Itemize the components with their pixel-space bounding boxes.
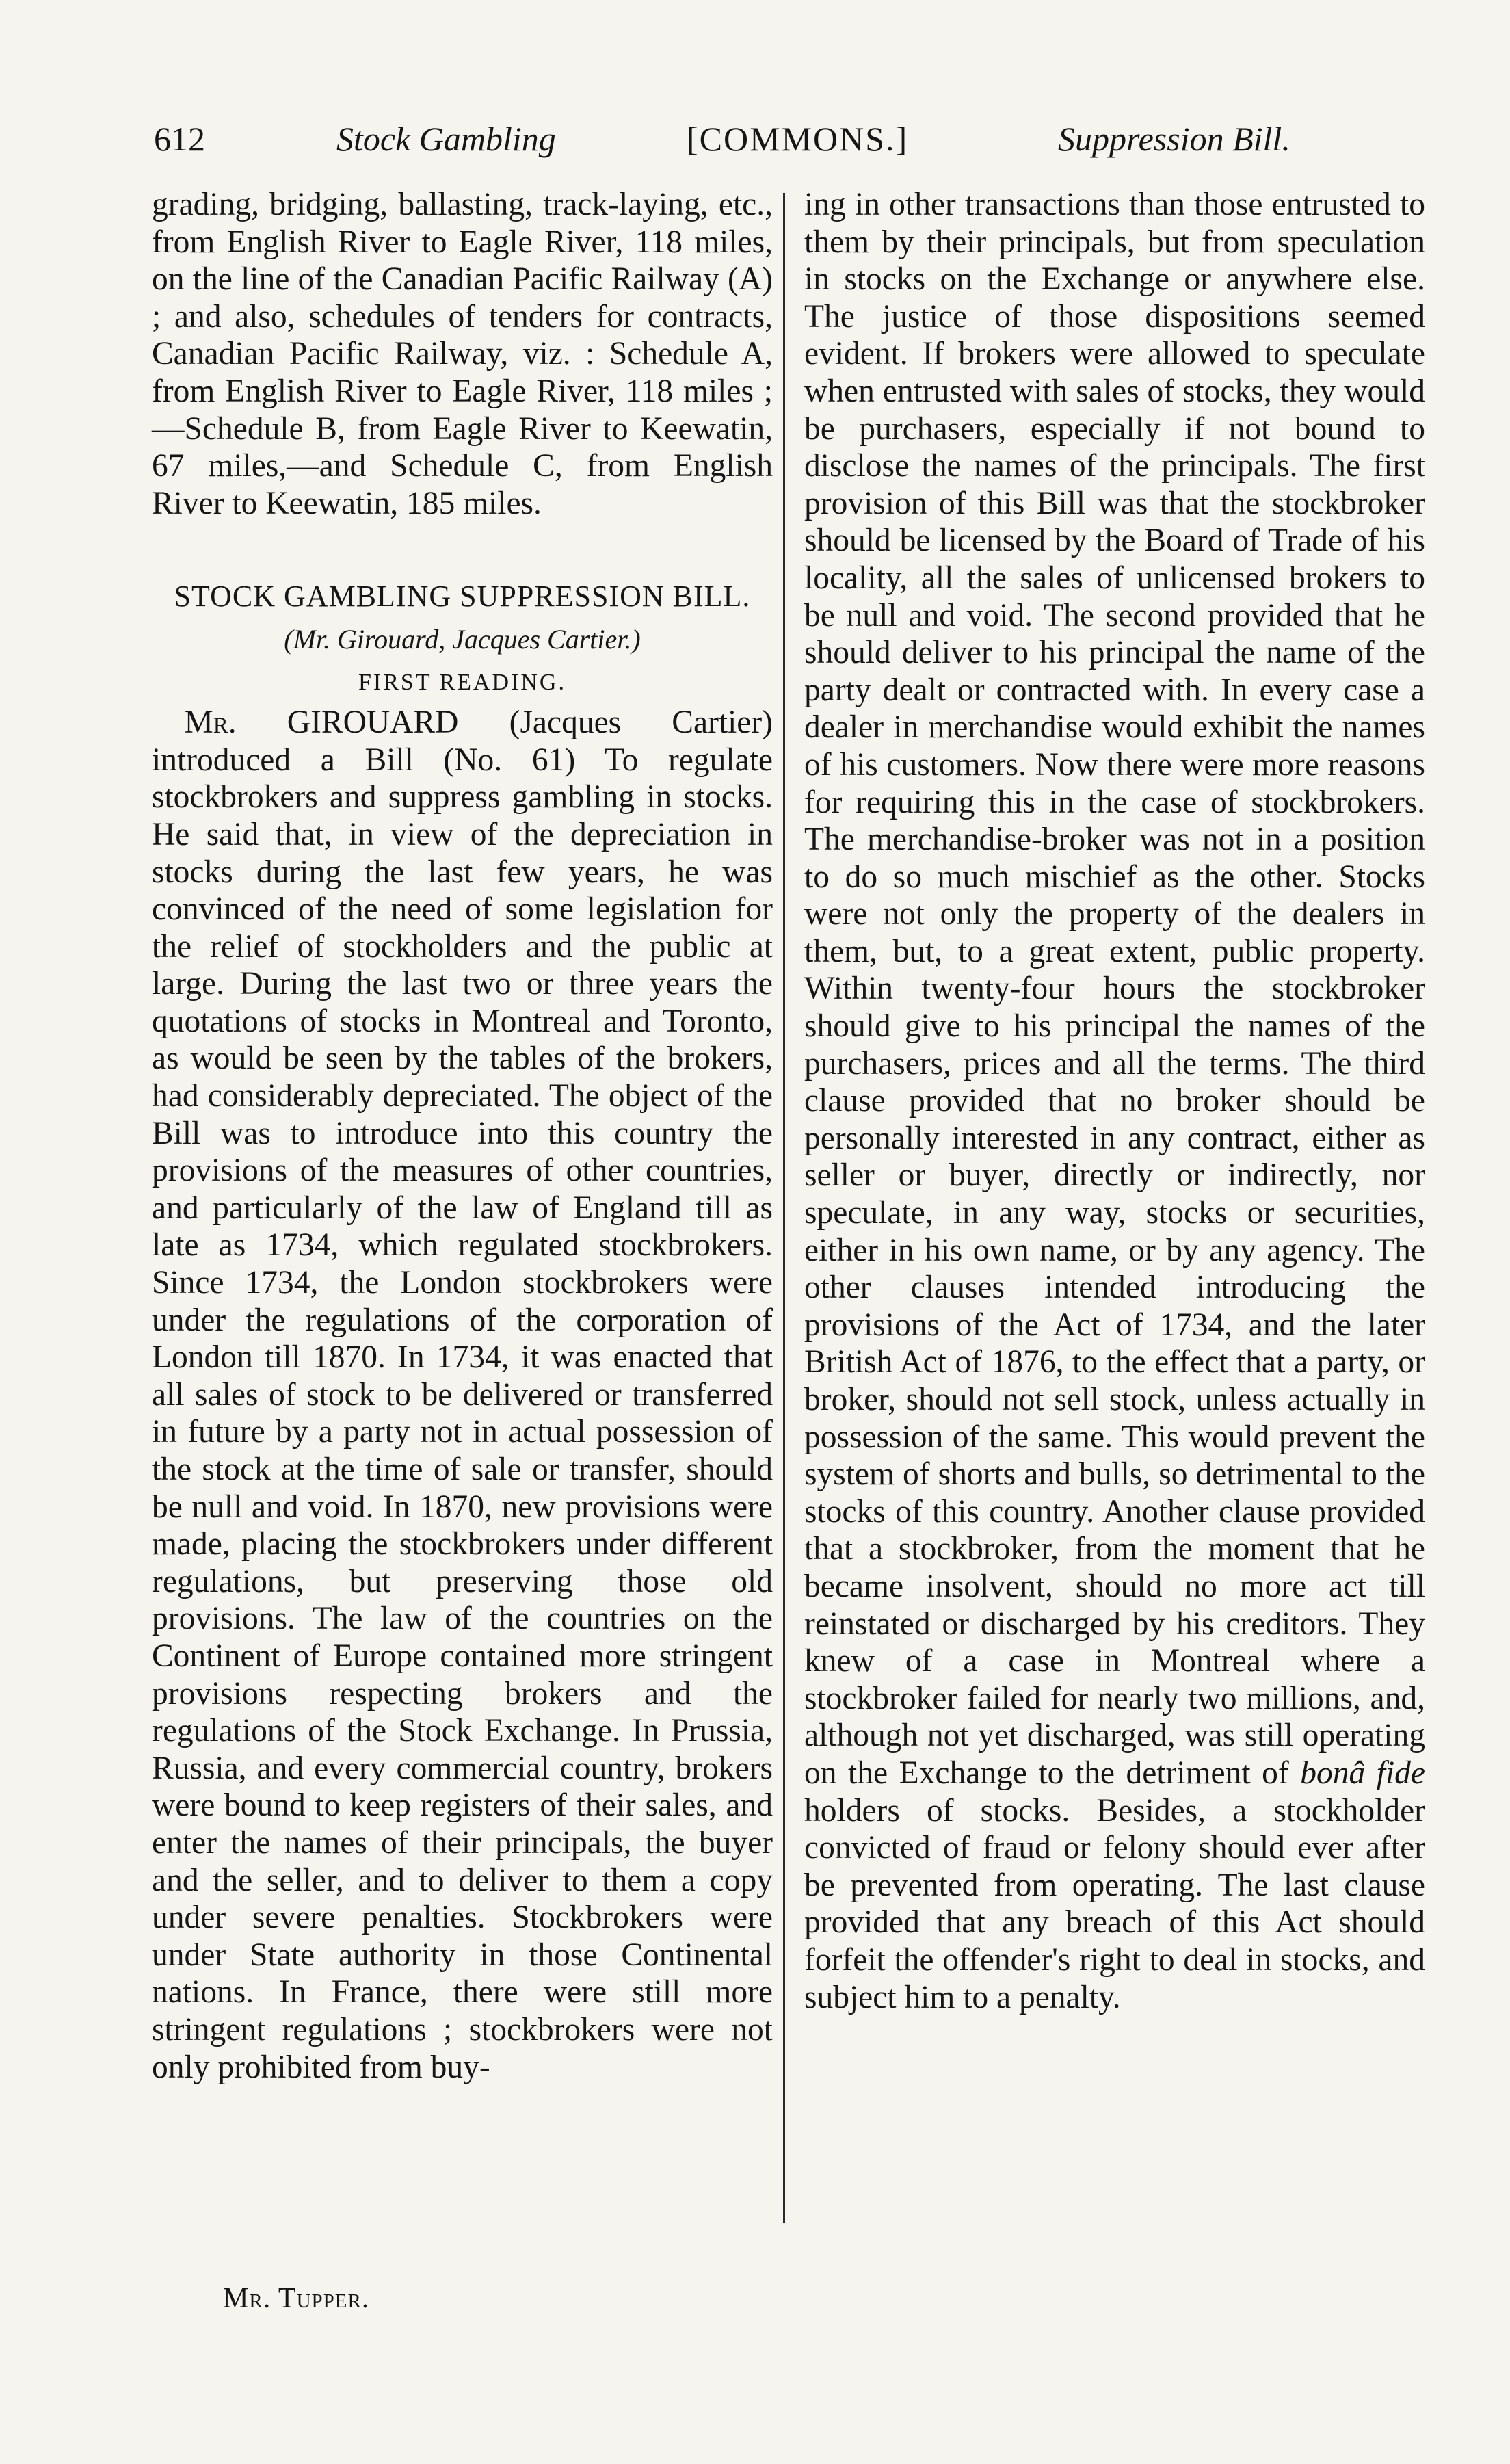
section-sponsor: (Mr. Girouard, Jacques Cartier.): [284, 623, 641, 655]
header-right-title: Suppression Bill.: [1058, 120, 1290, 158]
section-title: STOCK GAMBLING SUPPRESSION BILL.: [174, 579, 751, 614]
header-center: [COMMONS.]: [687, 120, 909, 158]
left-paragraph-1: grading, bridging, ballasting, track-laying, etc., from English River to Eagle River, 118 miles, on the line of the Canadian Pacific Railway (A) ; and also, schedules of tenders for contracts, Canadian Pacific Railway, viz. : Schedule A, from English River to Eagle River, 118 miles ;—Schedule B, from Eagle River to Keewatin, 67 miles,—and Schedule C, from English River to Keewatin, 185 miles.: [152, 187, 773, 521]
column-divider: [783, 193, 785, 2223]
speaker-name: Mr. GIROUARD: [184, 705, 459, 741]
right-column: [804, 186, 1425, 2016]
header-left-title: Stock Gambling: [336, 120, 556, 158]
page-number: 612: [154, 120, 205, 158]
right-paragraph-1-end: holders of stocks. Besides, a stockholder convicted of fraud or felony should ever after be prevented from operating. The last clause provided that any breach of this Act should forfeit the offender's right to deal in stocks, and subject him to a penalty.: [804, 1792, 1425, 2015]
left-column: [152, 186, 773, 2086]
italic-phrase: bonâ fide: [1300, 1755, 1426, 1791]
right-paragraph-1-text: ing in other transactions than those entrusted to them by their principals, but from speculation in stocks on the Exchange or anywhere else. The justice of those dispositions seemed evident. If brokers were allowed to speculate when entrusted with sales of stocks, they would be purchasers, especially if not bound to disclose the names of the principals. The first provision of this Bill was that the stockbroker should be licensed by the Board of Trade of his locality, all the sales of unlicensed brokers to be null and void. The second provided that he should deliver to his principal the name of the party dealt or contracted with. In every case a dealer in merchandise would exhibit the names of his customers. Now there were more reasons for requiring this in the case of stockbrokers. The merchandise-broker was not in a position to do so much mischief as the other. Stocks were not only the property of the dealers in them, but, to a great extent, public property. Within twenty-four hours the stockbroker should give to his principal the names of the purchasers, prices and all the terms. The third clause provided that no broker should be personally interested in any contract, either as seller or buyer, directly or indirectly, nor speculate, in any way, stocks or securities, either in his own name, or by any agency. The other clauses intended introducing the provisions of the Act of 1734, and the later British Act of 1876, to the effect that a party, or broker, should not sell stock, unless actually in possession of the same. This would prevent the system of shorts and bulls, so detrimental to the stocks of this country. Another clause provided that a stockbroker, from the moment that he became insolvent, should no more act till reinstated or discharged by his creditors. They knew of a case in Montreal where a stockbroker failed for nearly two millions, and, although not yet discharged, was still operating on the Exchange to the detriment of: [804, 187, 1425, 1791]
section-reading: FIRST READING.: [358, 669, 566, 695]
left-paragraph-2: [152, 704, 773, 2086]
right-paragraph-1: [804, 186, 1425, 2016]
running-header: [0, 119, 1510, 174]
catchword: Mr. Tupper.: [223, 2283, 370, 2314]
left-paragraph-2-text: (Jacques Cartier) introduced a Bill (No. 61) To regulate stockbrokers and suppress gambling in stocks. He said that, in view of the depreciation in stocks during the last few years, he was convinced of the need of some legislation for the relief of stockholders and the public at large. During the last two or three years the quotations of stocks in Montreal and Toronto, as would be seen by the tables of the brokers, had considerably depreciated. The object of the Bill was to introduce into this country the provisions of the measures of other countries, and particularly of the law of England till as late as 1734, which regulated stockbrokers. Since 1734, the London stockbrokers were under the regulations of the corporation of London till 1870. In 1734, it was enacted that all sales of stock to be delivered or transferred in future by a party not in actual possession of the stock at the time of sale or transfer, should be null and void. In 1870, new provisions were made, placing the stockbrokers under different regulations, but preserving those old provisions. The law of the countries on the Continent of Europe contained more stringent provisions respecting brokers and the regulations of the Stock Exchange. In Prussia, Russia, and every commercial country, brokers were bound to keep registers of their sales, and enter the names of their principals, the buyer and the seller, and to deliver to them a copy under severe penalties. Stockbrokers were under State authority in those Continental nations. In France, there were still more stringent regulations ; stockbrokers were not only prohibited from buy-: [152, 705, 773, 2085]
